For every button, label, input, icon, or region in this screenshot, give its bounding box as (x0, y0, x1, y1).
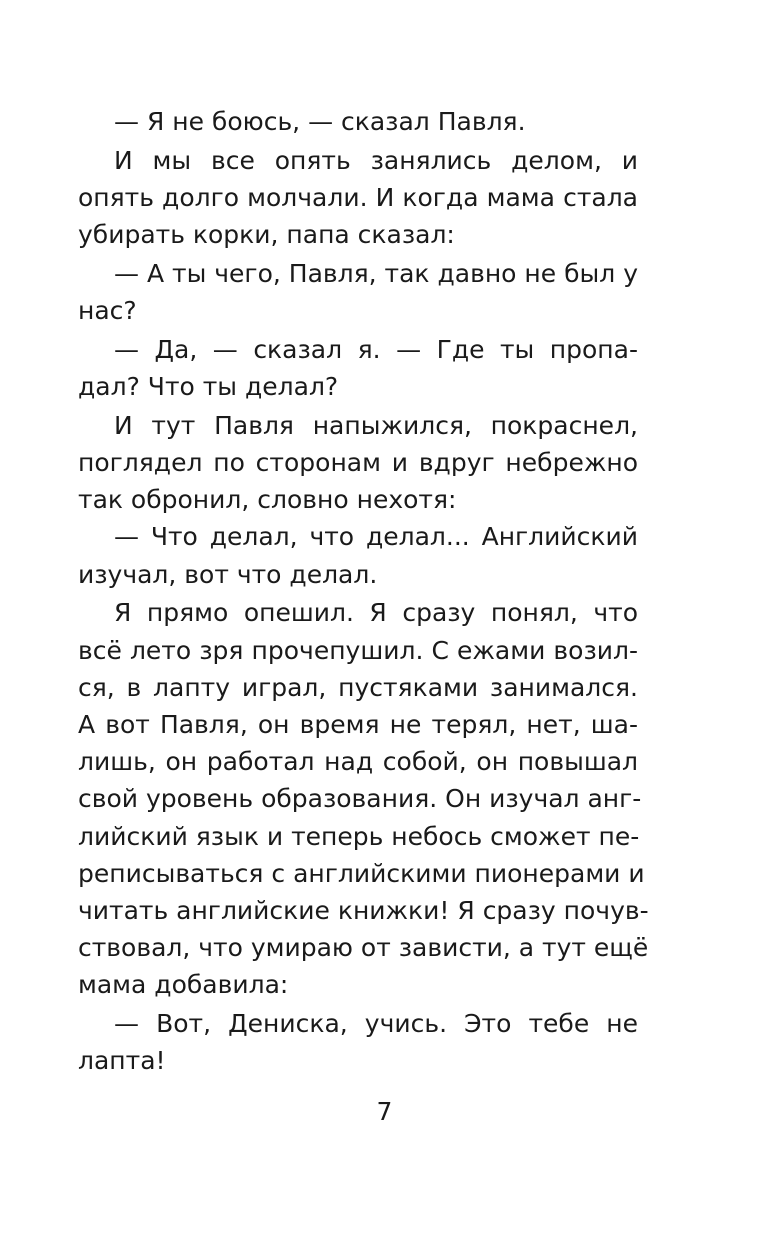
text-line: всё лето зря прочепушил. С ежами возил- (78, 635, 638, 665)
text-line: — Я не боюсь, — сказал Павля. (114, 107, 526, 136)
text-line: Я прямо опешил. Я сразу понял, что (114, 598, 638, 628)
text-line: дал? Что ты делал? (78, 372, 339, 402)
text-line: — А ты чего, Павля, так давно не был у (114, 258, 638, 288)
text-line: свой уровень образования. Он изучал анг- (78, 784, 642, 814)
text-line: А вот Павля, он время не терял, нет, ша- (78, 709, 638, 739)
text-line: И тут Павля напыжился, покраснел, (114, 410, 638, 440)
text-line: лишь, он работал над собой, он повышал (78, 747, 638, 777)
body-text (78, 103, 649, 1079)
text-line: поглядел по сторонам и вдруг небрежно (78, 448, 638, 478)
text-line: читать английские книжки! Я сразу почув- (78, 895, 649, 925)
text-line: нас? (78, 296, 137, 326)
text-line: ся, в лапту играл, пустяками занимался. (78, 672, 638, 702)
text-line: лийский язык и теперь небось сможет пе- (78, 821, 640, 851)
text-line: — Вот, Дениска, учись. Это тебе не (114, 1009, 638, 1039)
text-line: изучал, вот что делал. (78, 559, 378, 589)
text-line: И мы все опять занялись делом, и (114, 145, 638, 175)
text-line: лапта! (78, 1046, 166, 1076)
text-line: опять долго молчали. И когда мама стала (78, 182, 638, 212)
text-line: ствовал, что умираю от зависти, а тут ещё (78, 933, 649, 963)
text-line: реписываться с английскими пионерами и (78, 858, 645, 888)
text-line: так обронил, словно нехотя: (78, 485, 457, 515)
text-line: — Да, — сказал я. — Где ты пропа- (114, 334, 638, 364)
text-line: убирать корки, папа сказал: (78, 220, 455, 250)
text-line: — Что делал, что делал... Английский (114, 522, 638, 552)
text-line: мама добавила: (78, 970, 289, 1000)
page-number: 7 (376, 1097, 393, 1126)
